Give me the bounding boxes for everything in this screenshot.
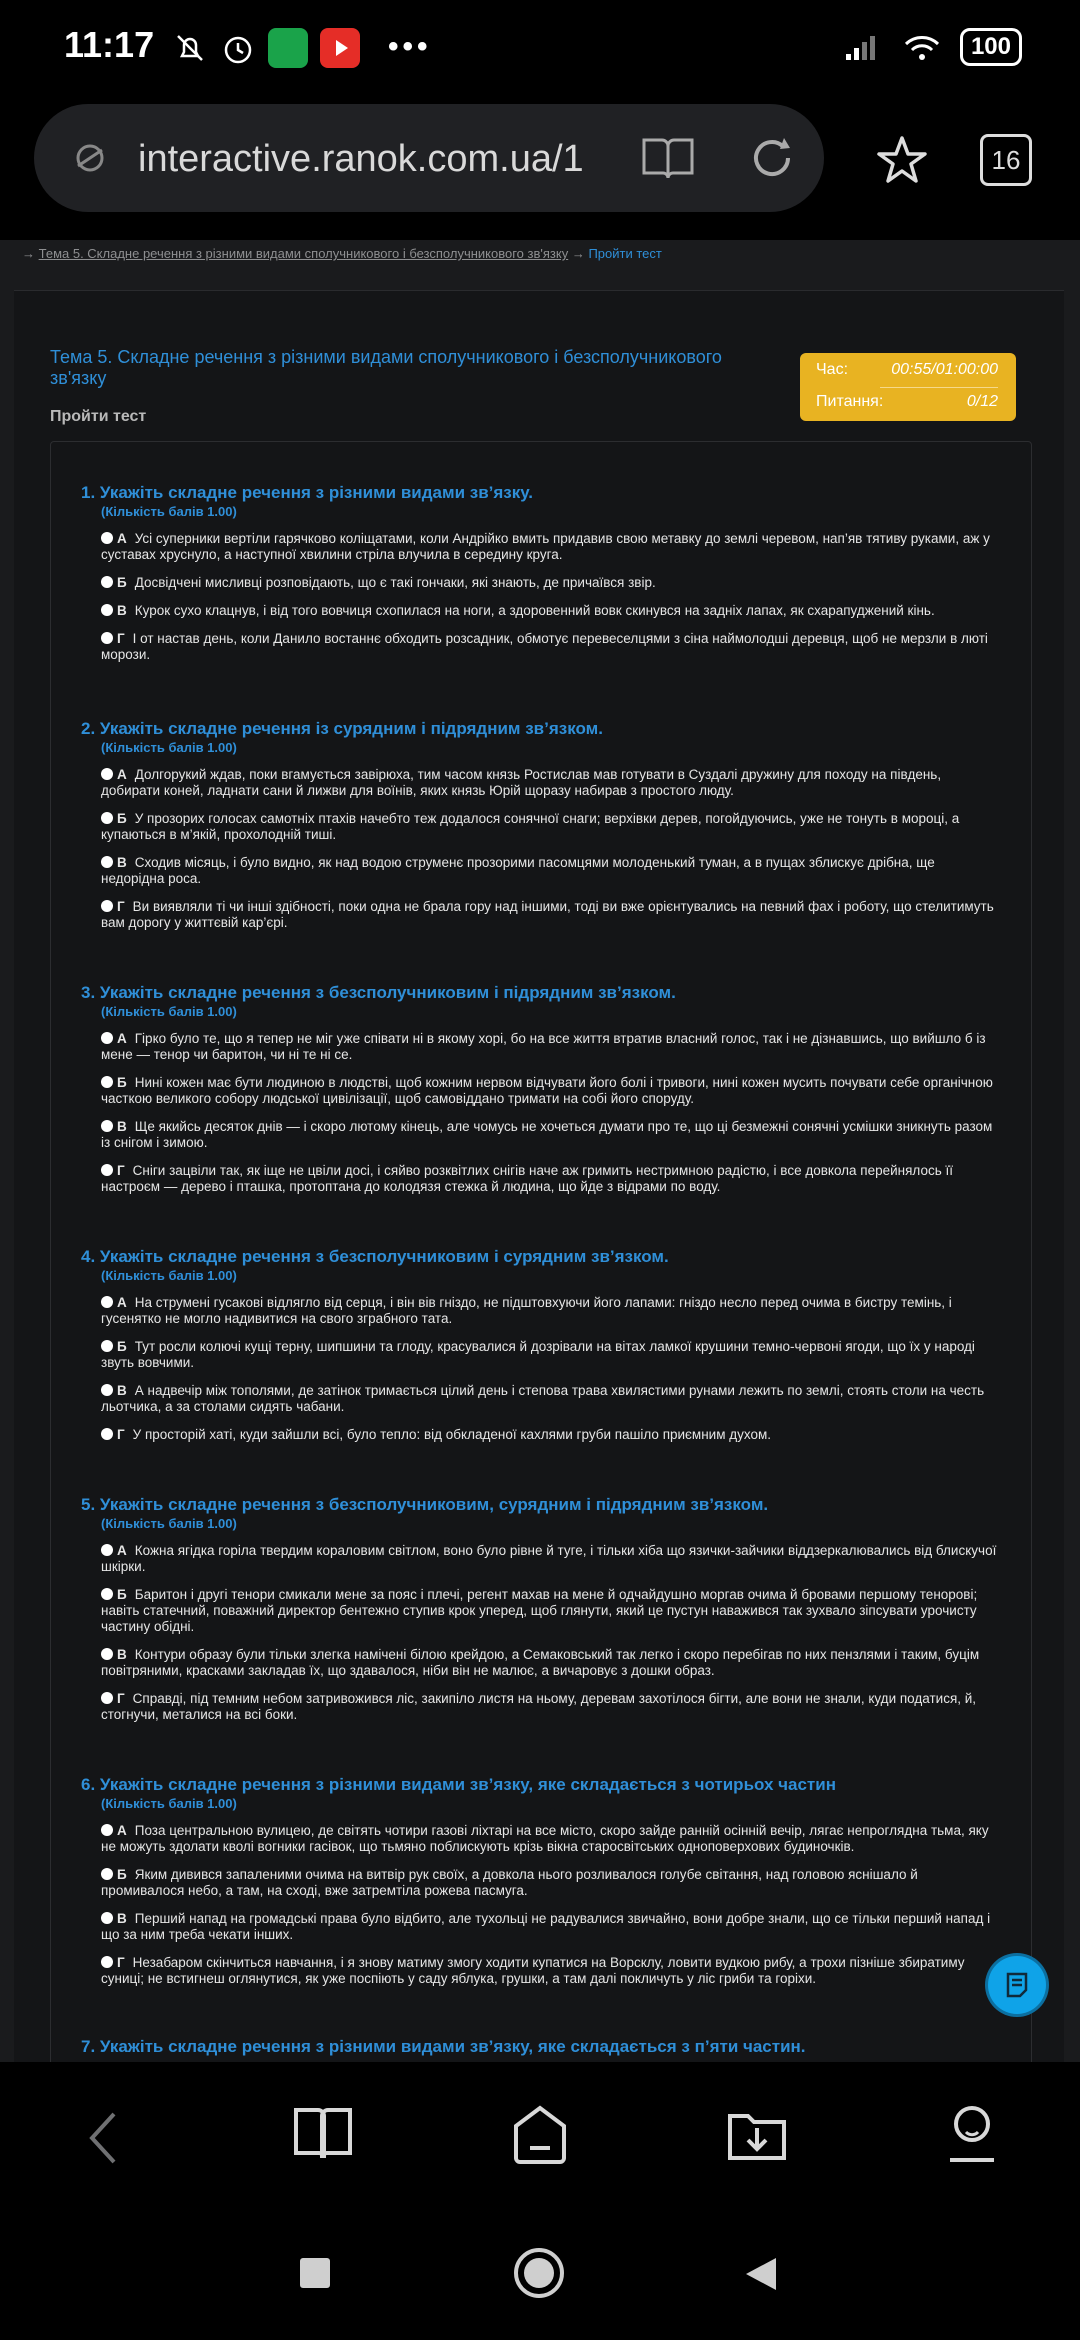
answer-option[interactable]: [101, 1543, 1001, 1575]
bookmark-star-icon[interactable]: [874, 132, 930, 188]
option-text: Сходив місяць, і було видно, як над водою струменє прозорими пасомцями молоденький туман, а в пущах зблискує дрібна, ще недорідна роса.: [101, 855, 935, 886]
page-subtitle: Пройти тест: [50, 408, 147, 425]
option-text: Перший напад на громадські права було відбито, але тухольці не радувалися звичайно, вони добре знали, що се тільки перший напад і що за ним треба чекати інших.: [101, 1911, 991, 1942]
breadcrumb-arrow: →: [571, 246, 585, 261]
shield-app-icon: [268, 28, 308, 68]
questions-label: Питання:: [816, 393, 884, 410]
radio-button[interactable]: [101, 1384, 113, 1396]
answer-option[interactable]: [101, 1647, 1001, 1679]
question-title: 2. Укажіть складне речення із сурядним і підрядним зв’язком.: [81, 719, 603, 738]
option-letter: А: [117, 1295, 127, 1310]
radio-button[interactable]: [101, 1824, 113, 1836]
answer-option[interactable]: [101, 1823, 1001, 1855]
questions-container: [50, 441, 1032, 2062]
question-points: (Кількість балів 1.00): [101, 1516, 237, 1531]
questions-value: 0/12: [966, 393, 998, 410]
option-text: Кожна ягідка горіла твердим кораловим світлом, воно було рівне й туге, і тільки хіба що язички-зайчики віддзеркалювались від блискучої шкірки.: [101, 1543, 997, 1574]
answer-option[interactable]: [101, 1955, 1001, 1987]
question-title: 4. Укажіть складне речення з безсполучниковим і сурядним зв’язком.: [81, 1247, 669, 1266]
radio-button[interactable]: [101, 1588, 113, 1600]
profile-icon[interactable]: [944, 2102, 1000, 2166]
radio-button[interactable]: [101, 1296, 113, 1308]
youtube-icon: [320, 28, 360, 68]
option-letter: Г: [117, 1691, 125, 1706]
reload-icon[interactable]: [746, 132, 798, 184]
downloads-icon[interactable]: [726, 2104, 788, 2164]
status-time: 11:17: [64, 24, 155, 65]
back-nav-icon[interactable]: [742, 2256, 778, 2292]
option-text: Поза центральною вулицею, де світять чотири газові ліхтарі на все місто, скоро зайде ранній осінній вечір, лягає непроглядна тьма, яку не можуть здолати кволі вогники гасівок, що тьмяно поблискують крізь вікна старосвітських одноповерхових будиночків.: [101, 1823, 989, 1854]
battery-indicator: 100: [960, 28, 1022, 66]
notes-fab-button[interactable]: [988, 1956, 1046, 2014]
question-title: 7. Укажіть складне речення з різними видами зв’язку, яке складається з п’яти частин.: [81, 2037, 806, 2056]
option-text: І от настав день, коли Данило востаннє обходить розсадник, обмотує перевеселцями з сіна наймолодші деревця, щоб не мерзли в люті морози.: [101, 631, 988, 662]
muted-bell-icon: [170, 28, 210, 68]
option-letter: А: [117, 1031, 127, 1046]
answer-option[interactable]: [101, 1075, 1001, 1107]
answer-option[interactable]: [101, 1911, 1001, 1943]
question-4: [81, 1246, 1001, 1455]
option-text: Тут росли колючі кущі терну, шипшини та глоду, красувалися й дозрівали на вітах ламкої крушини темно-червоні ягоди, що їх у народі звуть вовчими.: [101, 1339, 975, 1370]
answer-option[interactable]: [101, 1587, 1001, 1635]
option-letter: Б: [117, 1075, 127, 1090]
url-text[interactable]: interactive.ranok.com.ua/1: [138, 138, 584, 180]
answer-option[interactable]: [101, 1427, 1001, 1443]
option-letter: Б: [117, 1867, 127, 1882]
question-title: 1. Укажіть складне речення з різними видами зв’язку.: [81, 483, 533, 502]
answer-option[interactable]: [101, 811, 1001, 843]
option-letter: А: [117, 767, 127, 782]
option-text: Курок сухо клацнув, і від того вовчиця схопилася на ноги, а здоровенний вовк скинувся на задніх лапах, як схарапуджений кінь.: [134, 603, 935, 618]
radio-button[interactable]: [101, 1032, 113, 1044]
answer-option[interactable]: [101, 575, 1001, 591]
answer-option[interactable]: [101, 1383, 1001, 1415]
option-letter: Г: [117, 899, 125, 914]
answer-option[interactable]: [101, 1295, 1001, 1327]
browser-toolbar: [0, 96, 1080, 240]
more-notifications-icon: •••: [388, 30, 432, 63]
question-3: [81, 982, 1001, 1207]
option-letter: Б: [117, 811, 127, 826]
option-letter: В: [117, 1647, 127, 1662]
question-points: (Кількість балів 1.00): [101, 740, 237, 755]
question-points: (Кількість балів 1.00): [101, 1004, 237, 1019]
answer-option[interactable]: [101, 603, 1001, 619]
option-text: Гірко було те, що я тепер не міг уже співати ні в якому хорі, бо на все життя втратив власний голос, так і не дізнавшись, що вийшло б із мене — тенор чи баритон, чи ні те ні се.: [101, 1031, 986, 1062]
recent-apps-icon[interactable]: [300, 2258, 330, 2288]
question-title: 3. Укажіть складне речення з безсполучниковим і підрядним зв’язком.: [81, 983, 676, 1002]
radio-button[interactable]: [101, 900, 113, 912]
option-text: Ви виявляли ті чи інші здібності, поки одна не брала гору над іншими, тоді ви вже орієнтувались на певний фах і роботу, що стелитимуть вам дорогу у життєвій кар’єрі.: [101, 899, 994, 930]
option-letter: В: [117, 1383, 127, 1398]
option-letter: А: [117, 1823, 127, 1838]
option-text: Сніги зацвіли так, як іще не цвіли досі, і сяйво розквітлих снігів наче аж гримить нестримною радістю, і все довкола перейнялось її настроєм — дерево і пташка, протоптана до колодязя стежка й людина, що йде з відрами по воду.: [101, 1163, 953, 1194]
home-nav-icon[interactable]: [512, 2246, 566, 2300]
breadcrumb-current[interactable]: Пройти тест: [588, 246, 662, 261]
timer-box: [800, 353, 1016, 421]
address-bar[interactable]: [34, 104, 824, 212]
radio-button[interactable]: [101, 1648, 113, 1660]
answer-option[interactable]: [101, 1031, 1001, 1063]
browser-bottom-bar: [0, 2062, 1080, 2212]
radio-button[interactable]: [101, 1428, 113, 1440]
answer-option[interactable]: [101, 855, 1001, 887]
option-letter: Б: [117, 1339, 127, 1354]
option-text: Ще якийсь десяток днів — і скоро лютому кінець, але чомусь не хочеться думати про те, що ці безмежні сонячні усмішки зникнуть разом із снігом і зимою.: [101, 1119, 993, 1150]
tabs-button[interactable]: [980, 134, 1032, 186]
answer-option[interactable]: [101, 1339, 1001, 1371]
breadcrumb-arrow: →: [22, 246, 35, 261]
radio-button[interactable]: [101, 856, 113, 868]
radio-button[interactable]: [101, 1868, 113, 1880]
option-letter: Г: [117, 631, 125, 646]
test-panel: [14, 290, 1064, 2062]
timer-value: 00:55/01:00:00: [891, 361, 998, 378]
timer-label: Час:: [816, 361, 849, 378]
breadcrumb: [22, 246, 662, 261]
wifi-icon: [902, 32, 942, 62]
answer-option[interactable]: [101, 1163, 1001, 1195]
question-2: [81, 718, 1001, 943]
option-text: Нині кожен має бути людиною в людстві, щоб кожним нервом відчувати його болі і тривоги, нині кожен мусить почувати себе органічною часткою великого собору людської цивілізації, щоб самовіддано тримати на собі його споруду.: [101, 1075, 993, 1106]
radio-button[interactable]: [101, 532, 113, 544]
option-text: Незабаром скінчиться навчання, і я знову матиму змогу ходити купатися на Ворсклу, ловити вудкою рибу, а трохи пізніше збиратиму суниці; не встигнеш оглянутися, як уже поспіють у саду яблука, грушки, а там далі покличуть у ліс гриби та горіхи.: [101, 1955, 965, 1986]
home-icon[interactable]: [510, 2102, 570, 2166]
option-letter: Г: [117, 1427, 125, 1442]
answer-option[interactable]: [101, 1691, 1001, 1723]
option-letter: А: [117, 531, 127, 546]
option-text: А надвечір між тополями, де затінок тримається цілий день і степова трава хвилястими рунами лежить по землі, стоять столи на честь льотчика, а за столами сидять чабани.: [101, 1383, 985, 1414]
question-1: [81, 482, 1001, 675]
radio-button[interactable]: [101, 604, 113, 616]
status-bar: [0, 0, 1080, 96]
question-points: (Кількість балів 1.00): [101, 1796, 237, 1811]
reader-mode-icon[interactable]: [640, 132, 696, 184]
alarm-icon: [218, 28, 258, 68]
site-info-icon[interactable]: [70, 138, 110, 178]
option-text: У прозорих голосах самотніх птахів начебто теж додалося сонячної снаги; верхівки дерев, погойдуючись, уже не тонуть в мороці, а купаються в м’якій, прохолодній тиші.: [101, 811, 960, 842]
option-text: На струмені гусакові відлягло від серця, і він вів гніздо, не підштовхуючи його лапами: гніздо несло перед очима в бистру темінь, і гусенятко не могло надивитися на свого зграбного тата.: [101, 1295, 952, 1326]
web-page: [0, 240, 1080, 2062]
option-text: Баритон і другі тенори смикали мене за пояс і плечі, регент махав на мене й одчайдушно моргав очима й бровами першому тенорові; навіть статечний, поважний директор бентежно ступив крок уперед, щоб глянути, який це пустун наважився так зухвало зіпсувати урочисту частину обідні.: [101, 1587, 978, 1634]
answer-option[interactable]: [101, 1119, 1001, 1151]
option-letter: В: [117, 603, 127, 618]
answer-option[interactable]: [101, 1867, 1001, 1899]
question-points: (Кількість балів 1.00): [101, 504, 237, 519]
answer-option[interactable]: [101, 767, 1001, 799]
option-text: Контури образу були тільки злегка намічені білою крейдою, а Семаковський так легко і скоро перебігав по них пензлями і таким, буцім повітряними, красками закладав їх, що здавалося, ніби він не малює, а вичаровує з дошки образ.: [101, 1647, 980, 1678]
radio-button[interactable]: [101, 576, 113, 588]
radio-button[interactable]: [101, 812, 113, 824]
answer-option[interactable]: [101, 531, 1001, 563]
option-letter: Б: [117, 575, 127, 590]
radio-button[interactable]: [101, 1956, 113, 1968]
radio-button[interactable]: [101, 1544, 113, 1556]
signal-icon: [844, 32, 884, 62]
option-text: Долгорукий ждав, поки вгамується завірюха, тим часом князь Ростислав мав готувати в Суздалі дружину для походу на південь, добирати коней, ладнати сани й лижви для воїнів, яких князь Юрій щоразу набирав з простого люду.: [101, 767, 942, 798]
radio-button[interactable]: [101, 1120, 113, 1132]
back-icon[interactable]: [84, 2108, 124, 2168]
option-text: Яким дивився запаленими очима на витвір рук своїх, а довкола нього розливалося голубе світання, над головою яснішало й промивалося небо, а там, на сході, вже затремтіла рожева пасмуга.: [101, 1867, 918, 1898]
option-letter: Б: [117, 1587, 127, 1602]
radio-button[interactable]: [101, 1692, 113, 1704]
question-title: 6. Укажіть складне речення з різними видами зв’язку, яке складається з чотирьох частин: [81, 1775, 836, 1794]
question-5: [81, 1494, 1001, 1735]
bookmarks-icon[interactable]: [292, 2104, 354, 2164]
page-title: Тема 5. Складне речення з різними видами сполучникового і безсполучникового зв'язку: [50, 347, 722, 388]
question-7: [81, 2036, 1001, 2057]
radio-button[interactable]: [101, 1164, 113, 1176]
option-text: Досвідчені мисливці розповідають, що є такі гончаки, які знають, де причаївся звір.: [134, 575, 656, 590]
option-letter: А: [117, 1543, 127, 1558]
option-letter: Г: [117, 1163, 125, 1178]
option-letter: В: [117, 1911, 127, 1926]
option-letter: В: [117, 1119, 127, 1134]
question-points: (Кількість балів 1.00): [101, 1268, 237, 1283]
radio-button[interactable]: [101, 1076, 113, 1088]
radio-button[interactable]: [101, 1912, 113, 1924]
timer-divider: [880, 387, 998, 388]
option-letter: Г: [117, 1955, 125, 1970]
option-text: Справді, під темним небом затривожився ліс, закипіло листя на ньому, деревам захотілося бігти, але вони не знали, куди податися, й, стогнучи, металися на всі боки.: [101, 1691, 977, 1722]
radio-button[interactable]: [101, 632, 113, 644]
system-nav-bar: [0, 2212, 1080, 2340]
answer-option[interactable]: [101, 631, 1001, 663]
option-text: У просторій хаті, куди зайшли всі, було тепло: від обкладеної кахлями груби пашіло приємним духом.: [132, 1427, 772, 1442]
option-letter: В: [117, 855, 127, 870]
tabs-count: 16: [980, 134, 1032, 186]
answer-option[interactable]: [101, 899, 1001, 931]
radio-button[interactable]: [101, 768, 113, 780]
option-text: Усі суперники вертіли гарячково коліщатами, коли Андрійко вмить придавив свою метавку до землі черевом, нап’яв тятиву руками, аж у суставах хруснуло, а наступної хвилини стріла влучила в середину круга.: [101, 531, 990, 562]
note-icon: [1002, 1970, 1032, 2000]
question-title: 5. Укажіть складне речення з безсполучниковим, сурядним і підрядним зв’язком.: [81, 1495, 769, 1514]
question-6: [81, 1774, 1001, 1999]
breadcrumb-link[interactable]: Тема 5. Складне речення з різними видами сполучникового і безсполучникового зв'язку: [38, 246, 569, 261]
radio-button[interactable]: [101, 1340, 113, 1352]
